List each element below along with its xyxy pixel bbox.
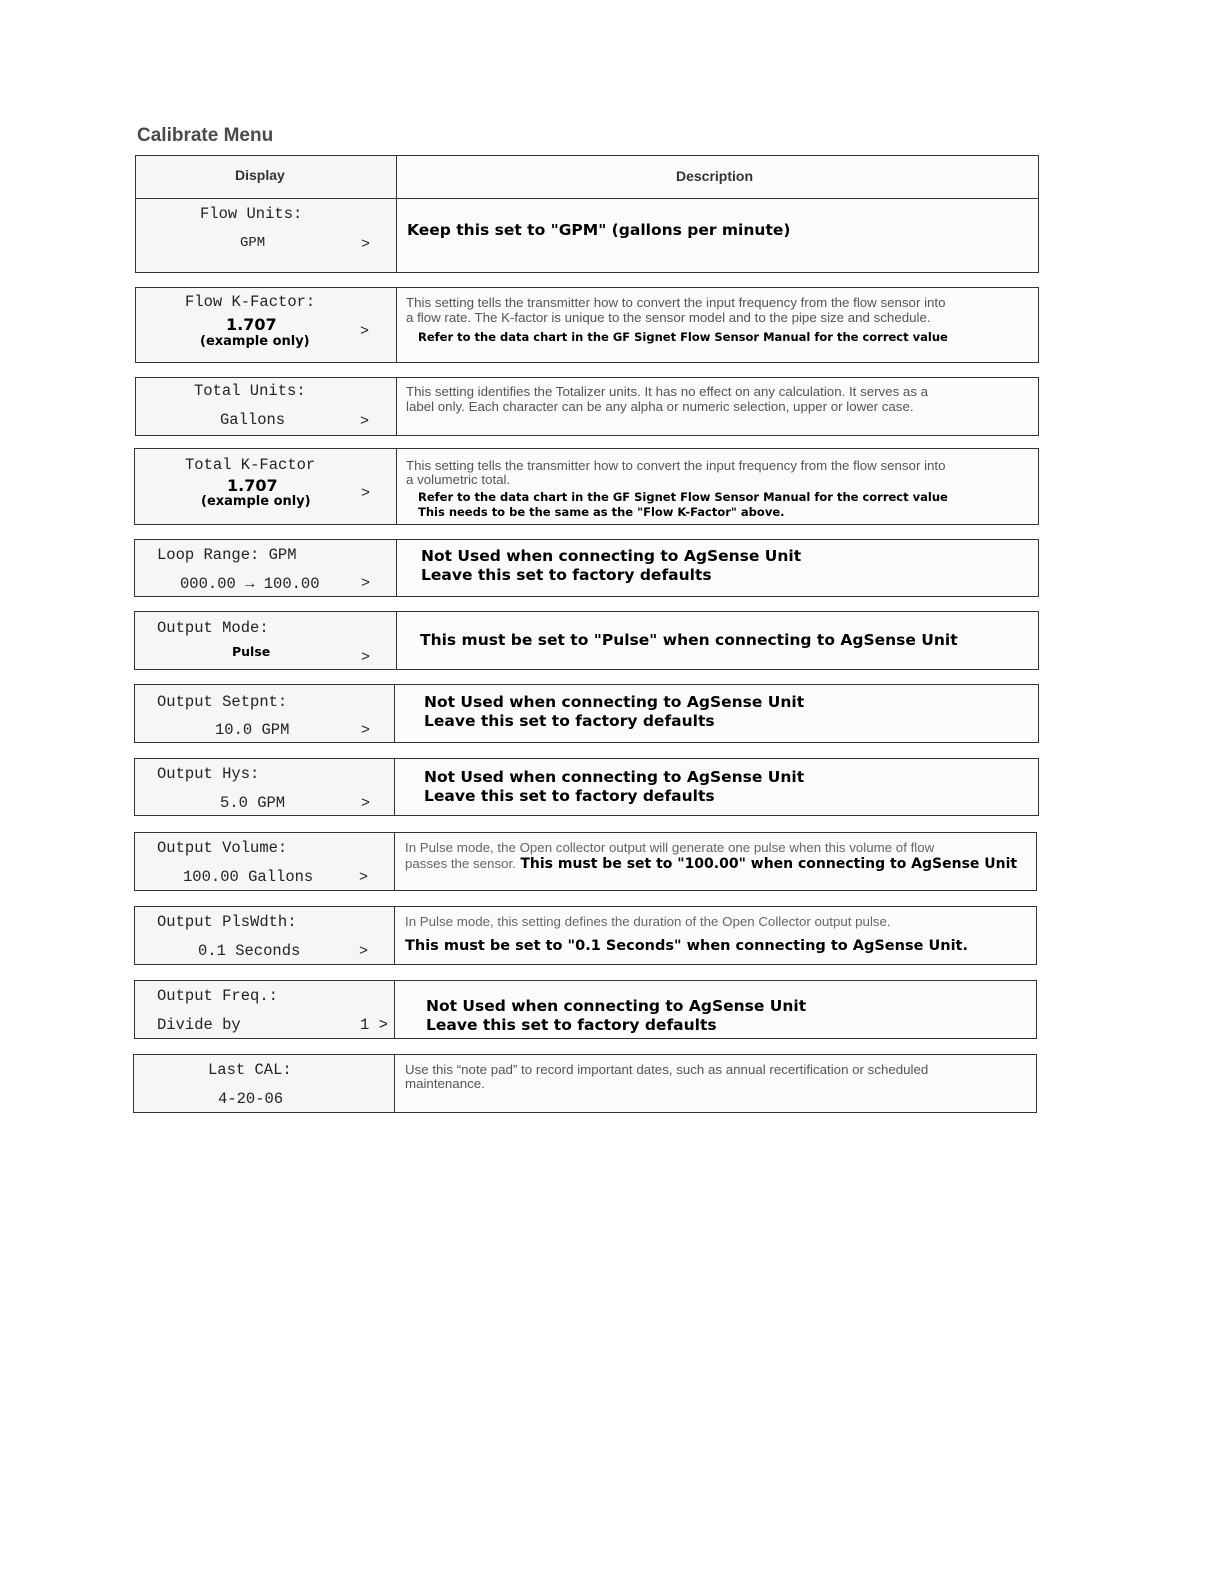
output-mode-description: This must be set to "Pulse" when connecting to AgSense Unit [420, 631, 958, 649]
output-setpnt-arrow: > [361, 722, 371, 739]
flow-units-arrow: > [361, 236, 371, 253]
loop-range-value: 000.00 → 100.00 [180, 575, 320, 593]
last-cal-value: 4-20-06 [218, 1090, 284, 1108]
total-units-value: Gallons [220, 411, 286, 429]
row-output-setpnt [134, 684, 1039, 743]
output-mode-label: Output Mode: [157, 619, 269, 637]
page-title: Calibrate Menu [137, 125, 274, 146]
output-freq-desc-2: Leave this set to factory defaults [426, 1016, 717, 1034]
output-plswdth-arrow: > [359, 943, 369, 960]
output-plswdth-desc-bold: This must be set to "0.1 Seconds" when connecting to AgSense Unit. [405, 938, 968, 954]
flow-k-factor-label: Flow K-Factor: [185, 293, 316, 311]
last-cal-desc-1: Use this “note pad” to record important dates, such as annual recertification or scheduled [405, 1062, 929, 1077]
table-header-and-flow-units [135, 155, 1039, 273]
output-hys-desc-1: Not Used when connecting to AgSense Unit [424, 768, 805, 786]
output-freq-label: Output Freq.: [157, 987, 278, 1005]
loop-range-desc-1: Not Used when connecting to AgSense Unit [421, 547, 802, 565]
loop-range-desc-2: Leave this set to factory defaults [421, 566, 712, 584]
total-k-factor-label: Total K-Factor [185, 456, 316, 474]
last-cal-desc-2: maintenance. [405, 1076, 485, 1091]
total-k-factor-desc-bold-1: Refer to the data chart in the GF Signet Flow Sensor Manual for the correct value [418, 490, 948, 504]
flow-units-label: Flow Units: [200, 205, 303, 223]
total-units-desc-1: This setting identifies the Totalizer units. It has no effect on any calculation. It serves as a [406, 384, 929, 399]
column-header-description: Description [676, 168, 754, 184]
output-freq-value: Divide by [157, 1016, 241, 1034]
output-plswdth-label: Output PlsWdth: [157, 913, 297, 931]
row-loop-range [134, 539, 1039, 597]
flow-units-description: Keep this set to "GPM" (gallons per minute) [407, 221, 791, 239]
loop-range-label: Loop Range: GPM [157, 546, 297, 564]
output-volume-value: 100.00 Gallons [183, 868, 314, 886]
output-plswdth-value: 0.1 Seconds [198, 942, 301, 960]
output-volume-desc-1: In Pulse mode, the Open collector output will generate one pulse when this volume of flow [405, 840, 935, 855]
flow-k-factor-value: 1.707 [226, 315, 277, 334]
total-k-factor-desc-bold-2: This needs to be the same as the "Flow K-Factor" above. [418, 505, 785, 519]
total-units-arrow: > [360, 413, 370, 430]
output-volume-label: Output Volume: [157, 839, 288, 857]
column-header-display: Display [235, 167, 285, 183]
output-plswdth-desc-1: In Pulse mode, this setting defines the duration of the Open Collector output pulse. [405, 914, 891, 929]
output-setpnt-label: Output Setpnt: [157, 693, 288, 711]
output-volume-desc-2: passes the sensor. [405, 856, 516, 871]
output-mode-arrow: > [361, 649, 371, 666]
loop-range-arrow: > [361, 575, 371, 592]
total-k-factor-desc-1: This setting tells the transmitter how to convert the input frequency from the flow sensor into [406, 458, 946, 473]
total-k-factor-note: (example only) [201, 494, 311, 509]
output-hys-value: 5.0 GPM [220, 794, 286, 812]
row-output-volume [134, 832, 1037, 891]
total-units-desc-2: label only. Each character can be any alpha or numeric selection, upper or lower case. [406, 399, 914, 414]
last-cal-label: Last CAL: [208, 1061, 292, 1079]
row-total-units [135, 377, 1039, 436]
row-output-mode [134, 611, 1039, 670]
row-flow-k-factor [135, 287, 1039, 363]
output-freq-desc-1: Not Used when connecting to AgSense Unit [426, 997, 807, 1015]
output-hys-arrow: > [361, 795, 371, 812]
output-hys-desc-2: Leave this set to factory defaults [424, 787, 715, 805]
output-setpnt-desc-1: Not Used when connecting to AgSense Unit [424, 693, 805, 711]
output-setpnt-desc-2: Leave this set to factory defaults [424, 712, 715, 730]
flow-k-factor-desc-bold: Refer to the data chart in the GF Signet Flow Sensor Manual for the correct value [418, 330, 948, 344]
row-output-freq [134, 980, 1037, 1039]
output-volume-desc-bold: This must be set to "100.00" when connecting to AgSense Unit [520, 856, 1018, 872]
row-last-cal [133, 1054, 1037, 1113]
output-setpnt-value: 10.0 GPM [215, 721, 290, 739]
row-total-k-factor [134, 448, 1039, 525]
output-freq-divisor: 1 > [360, 1016, 388, 1034]
total-k-factor-arrow: > [361, 485, 371, 502]
output-mode-value: Pulse [232, 644, 271, 659]
total-k-factor-value: 1.707 [227, 476, 278, 495]
output-hys-label: Output Hys: [157, 765, 260, 783]
flow-k-factor-arrow: > [360, 323, 370, 340]
flow-k-factor-desc-2: a flow rate. The K-factor is unique to the sensor model and to the pipe size and schedule. [406, 310, 931, 325]
flow-units-value: GPM [240, 235, 266, 251]
output-volume-arrow: > [359, 869, 369, 886]
row-output-plswdth [134, 906, 1037, 965]
total-k-factor-desc-2: a volumetric total. [406, 472, 511, 487]
flow-k-factor-desc-1: This setting tells the transmitter how to convert the input frequency from the flow sensor into [406, 295, 946, 310]
total-units-label: Total Units: [194, 382, 306, 400]
flow-k-factor-note: (example only) [200, 334, 310, 349]
row-output-hys [134, 758, 1039, 816]
